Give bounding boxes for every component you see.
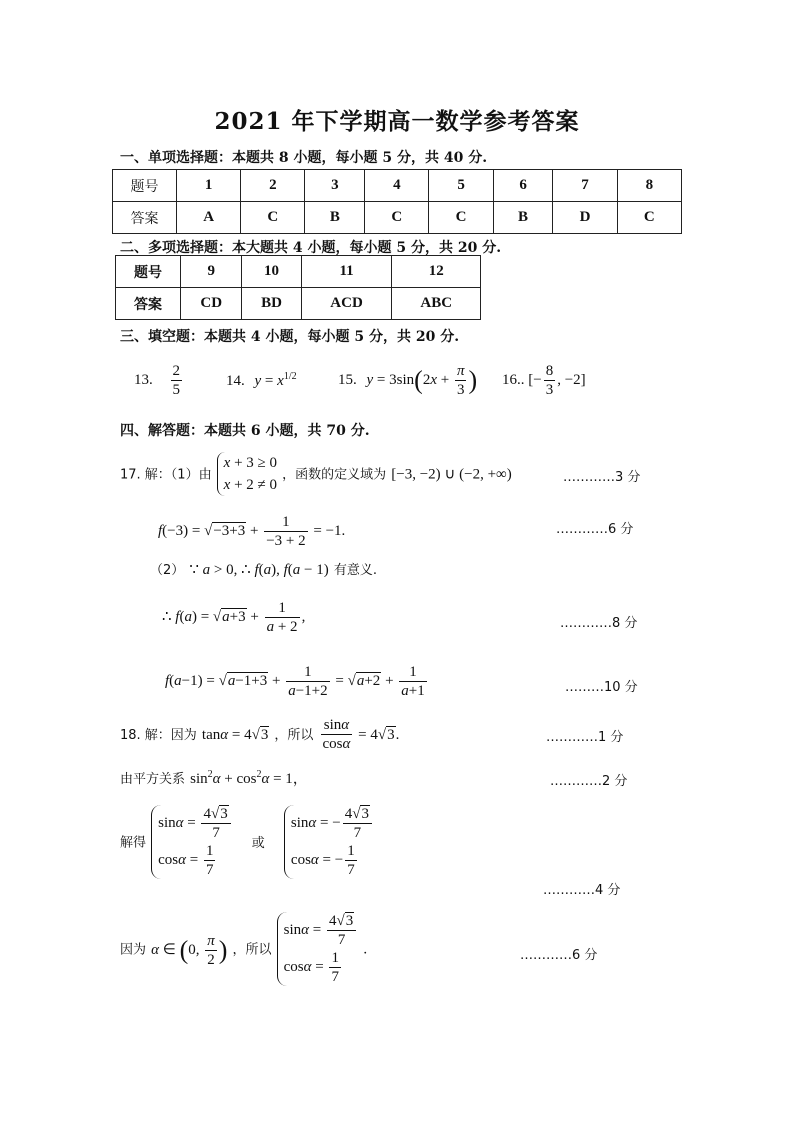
answer-table-2: [115, 255, 481, 320]
table-cell: 6: [493, 170, 553, 202]
table-cell: BD: [242, 288, 301, 320]
table-cell: C: [617, 202, 681, 234]
question-number: 14.: [226, 373, 245, 389]
numerator: 8: [545, 363, 554, 379]
table-cell: C: [241, 202, 305, 234]
because-text: 因为: [120, 942, 147, 958]
table-row: [113, 170, 682, 202]
table-cell: ABC: [392, 288, 481, 320]
final-system: sinα = $\frac{4√3}{7}$ cosα = $\frac{1}{7}$: [277, 912, 359, 986]
answer-16: 16.. [− $\frac{8}{3}$ , −2]: [502, 363, 586, 398]
table-cell: 9: [181, 256, 242, 288]
table-cell: 3: [305, 170, 365, 202]
table-cell: CD: [181, 288, 242, 320]
table-cell: 5: [429, 170, 493, 202]
relation-text: 由平方关系: [120, 772, 186, 787]
score-mark: ………10 分: [565, 680, 638, 695]
q18-line2: 由平方关系 $\sin^2\alpha + \cos^2\alpha = 1$，: [120, 769, 308, 787]
page-title: 2021 年下学期高一数学参考答案: [214, 108, 580, 135]
score-mark: …………1 分: [546, 730, 624, 745]
table-cell: C: [429, 202, 493, 234]
fraction: [171, 362, 183, 399]
table-row: [116, 256, 481, 288]
so-text: ，所以: [232, 942, 272, 958]
table-cell: B: [493, 202, 553, 234]
table-cell: 12: [392, 256, 481, 288]
score-mark: …………2 分: [550, 774, 628, 789]
so-text: ，所以: [274, 728, 314, 743]
table-cell: D: [553, 202, 617, 234]
row-label: 答案: [113, 202, 177, 234]
solution-system-1: sinα = $\frac{4√3}{7}$ cosα = $\frac{1}{7}$: [151, 805, 233, 879]
answer-table-1: [112, 169, 682, 234]
table-cell: 8: [617, 170, 681, 202]
table-cell: 11: [301, 256, 392, 288]
or-text: 或: [251, 835, 265, 851]
solution-system-2: sinα = − $\frac{4√3}{7}$ cosα = − $\frac{1}{7}$: [284, 805, 374, 879]
table-row: [113, 202, 682, 234]
score-mark: …………6 分: [520, 948, 598, 963]
section4-heading: 四、解答题：本题共 6 小题，共 70 分.: [120, 423, 370, 439]
table-row: [116, 288, 481, 320]
condition-system: x + 3 ≥ 0 x + 2 ≠ 0: [217, 452, 277, 496]
table-cell: A: [177, 202, 241, 234]
q18-label: 18. 解：因为: [120, 728, 197, 743]
section2-heading: 二、多项选择题：本大题共 4 小题，每小题 5 分，共 20 分.: [120, 240, 502, 256]
q17-part2: （2） ∵ a > 0, ∴ f(a), f(a − 1) 有意义.: [150, 562, 377, 578]
answer-13: [134, 362, 184, 399]
numerator: 2: [172, 363, 180, 379]
row-label: 答案: [116, 288, 181, 320]
part2-text: 有意义.: [333, 563, 377, 578]
part-label: （2）: [150, 563, 185, 578]
question-number: 13.: [134, 371, 153, 388]
q18-solve: [120, 805, 374, 879]
table-cell: 2: [241, 170, 305, 202]
table-cell: ACD: [301, 288, 392, 320]
table-cell: 10: [242, 256, 301, 288]
q18-conclusion: 因为 α ∈ (0, $\frac{\pi}{2}$ ) ，所以 sinα = $\frac{4√3}{7}$ cosα = $\frac{1}{7}$ .: [120, 913, 368, 985]
table-cell: B: [305, 202, 365, 234]
denominator: 5: [172, 382, 180, 398]
section1-heading: 一、单项选择题：本题共 8 小题，每小题 5 分，共 40 分.: [120, 150, 488, 166]
denominator: 3: [545, 382, 554, 398]
score-mark: …………4 分: [543, 883, 621, 898]
score-mark: …………6 分: [556, 522, 634, 537]
q17-line4: f(a−1) = √a−1+3 + $\frac{1}{a-1+2}$ = √a+2 + $\frac{1}{a+1}$: [165, 664, 425, 699]
q17-line1: 17. 解：（1）由 x + 3 ≥ 0 x + 2 ≠ 0 ，函数的定义域为 [−3, −2) ∪ (−2, +∞): [120, 452, 512, 496]
row-label: 题号: [116, 256, 181, 288]
question-number: 16..: [502, 371, 525, 388]
section3-heading: 三、填空题：本题共 4 小题，每小题 5 分，共 20 分.: [120, 329, 460, 345]
score-mark: …………8 分: [560, 616, 638, 631]
solve-text: 解得: [120, 835, 147, 851]
table-cell: 4: [365, 170, 429, 202]
table-cell: 7: [553, 170, 617, 202]
answer-14: 14. $y = x^{1/2}$: [226, 371, 297, 389]
table-cell: 1: [177, 170, 241, 202]
q17-line2: f(−3) = √−3+3 + $\frac{1}{-3 + 2}$ = −1.: [158, 514, 346, 549]
row-label: 题号: [113, 170, 177, 202]
q17-line3: ∴ f(a) = √a+3 + $\frac{1}{a + 2}$ ,: [162, 600, 306, 635]
q17-label: 17. 解：（1）由: [120, 467, 212, 483]
answer-15: 15. y = 3sin(2x + $\frac{\pi}{3}$ ): [338, 363, 478, 398]
table-cell: C: [365, 202, 429, 234]
domain-text: ，函数的定义域为: [282, 467, 387, 483]
score-mark: …………3 分: [563, 470, 641, 485]
q18-line1: 18. 解：因为 tanα = 4√3 ，所以 $\frac{\sin\alpha}{\cos\alpha}$ = 4√3.: [120, 717, 400, 752]
question-number: 15.: [338, 371, 357, 388]
